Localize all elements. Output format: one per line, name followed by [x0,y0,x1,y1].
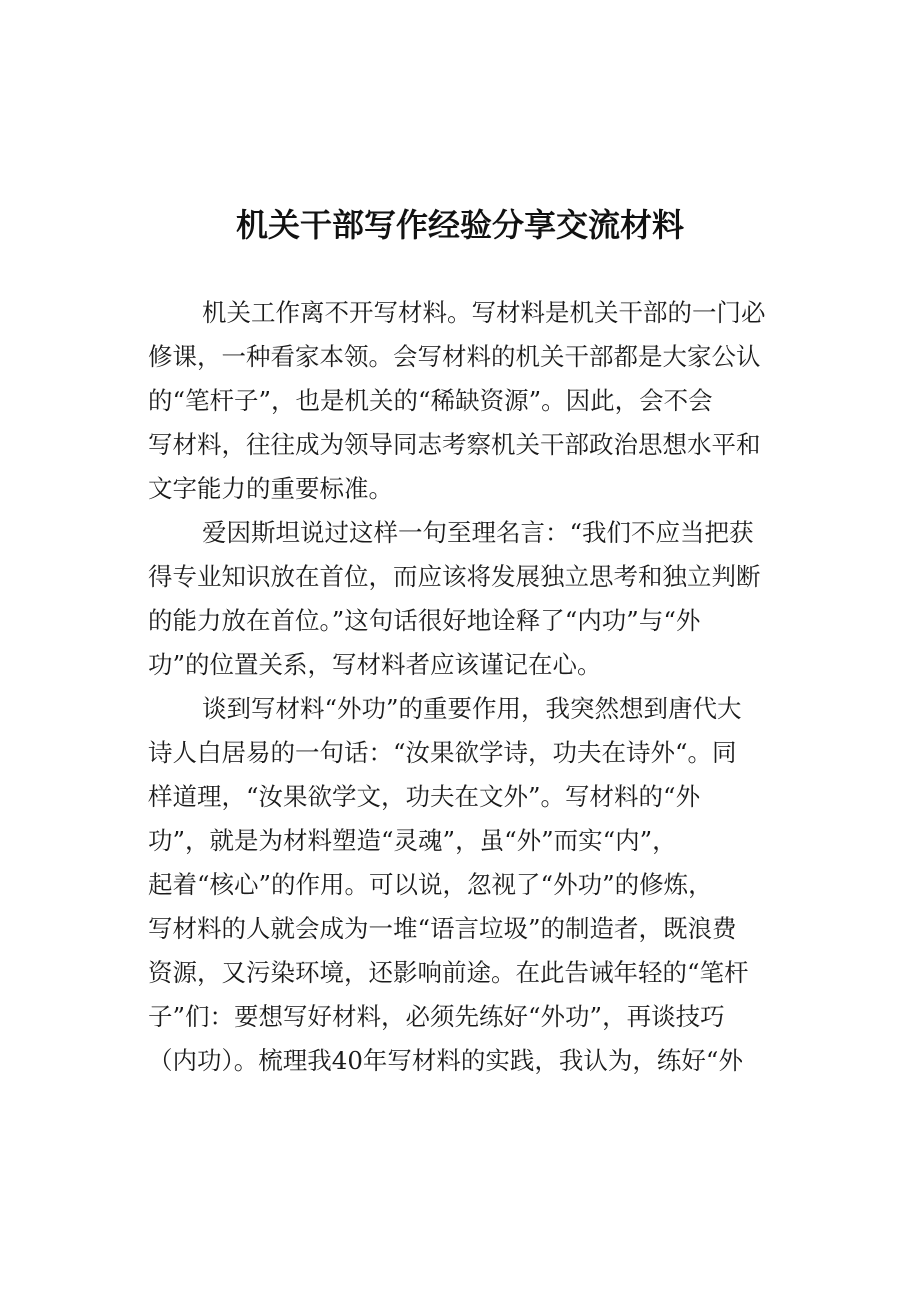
text-line: 样道理，“汝果欲学文，功夫在文外”。写材料的“外 [148,782,701,811]
document-title: 机关干部写作经验分享交流材料 [235,206,684,244]
text-line: 写材料，往往成为领导同志考察机关干部政治思想水平和 [148,430,761,459]
text-line: 修课，一种看家本领。会写材料的机关干部都是大家公认 [148,342,761,371]
text-line: 起着“核心”的作用。可以说，忽视了“外功”的修炼， [148,870,713,899]
text-line: 诗人白居易的一句话：“汝果欲学诗，功夫在诗外“。同 [148,738,737,767]
paragraph-2 [148,511,778,687]
text-line: 功”，就是为材料塑造“灵魂”，虽“外”而实“内”， [148,826,677,855]
text-line: 写材料的人就会成为一堆“语言垃圾”的制造者，既浪费 [148,914,737,943]
text-line: 功”的位置关系，写材料者应该谨记在心。 [148,650,602,679]
text-line: 谈到写材料“外功”的重要作用，我突然想到唐代大 [202,694,742,723]
paragraph-1 [148,291,778,511]
text-line: 资源，又污染环境，还影响前途。在此告诫年轻的“笔杆 [148,958,749,987]
text-line: 爱因斯坦说过这样一句至理名言：“我们不应当把获 [202,518,754,547]
text-line: 文字能力的重要标准。 [148,474,393,503]
text-line: 的“笔杆子”，也是机关的“稀缺资源”。因此，会不会 [148,386,713,415]
text-line: 得专业知识放在首位，而应该将发展独立思考和独立判断 [148,562,761,591]
paragraph-3 [148,687,778,1083]
text-line: （内功）。梳理我40年写材料的实践，我认为，练好“外 [148,1046,743,1075]
text-line: 子”们：要想写好材料，必须先练好“外功”，再谈技巧 [148,1002,725,1031]
text-line: 机关工作离不开写材料。写材料是机关干部的一门必 [202,298,766,327]
text-line: 的能力放在首位。”这句话很好地诠释了“内功”与“外 [148,606,701,635]
document-body [148,291,778,1083]
